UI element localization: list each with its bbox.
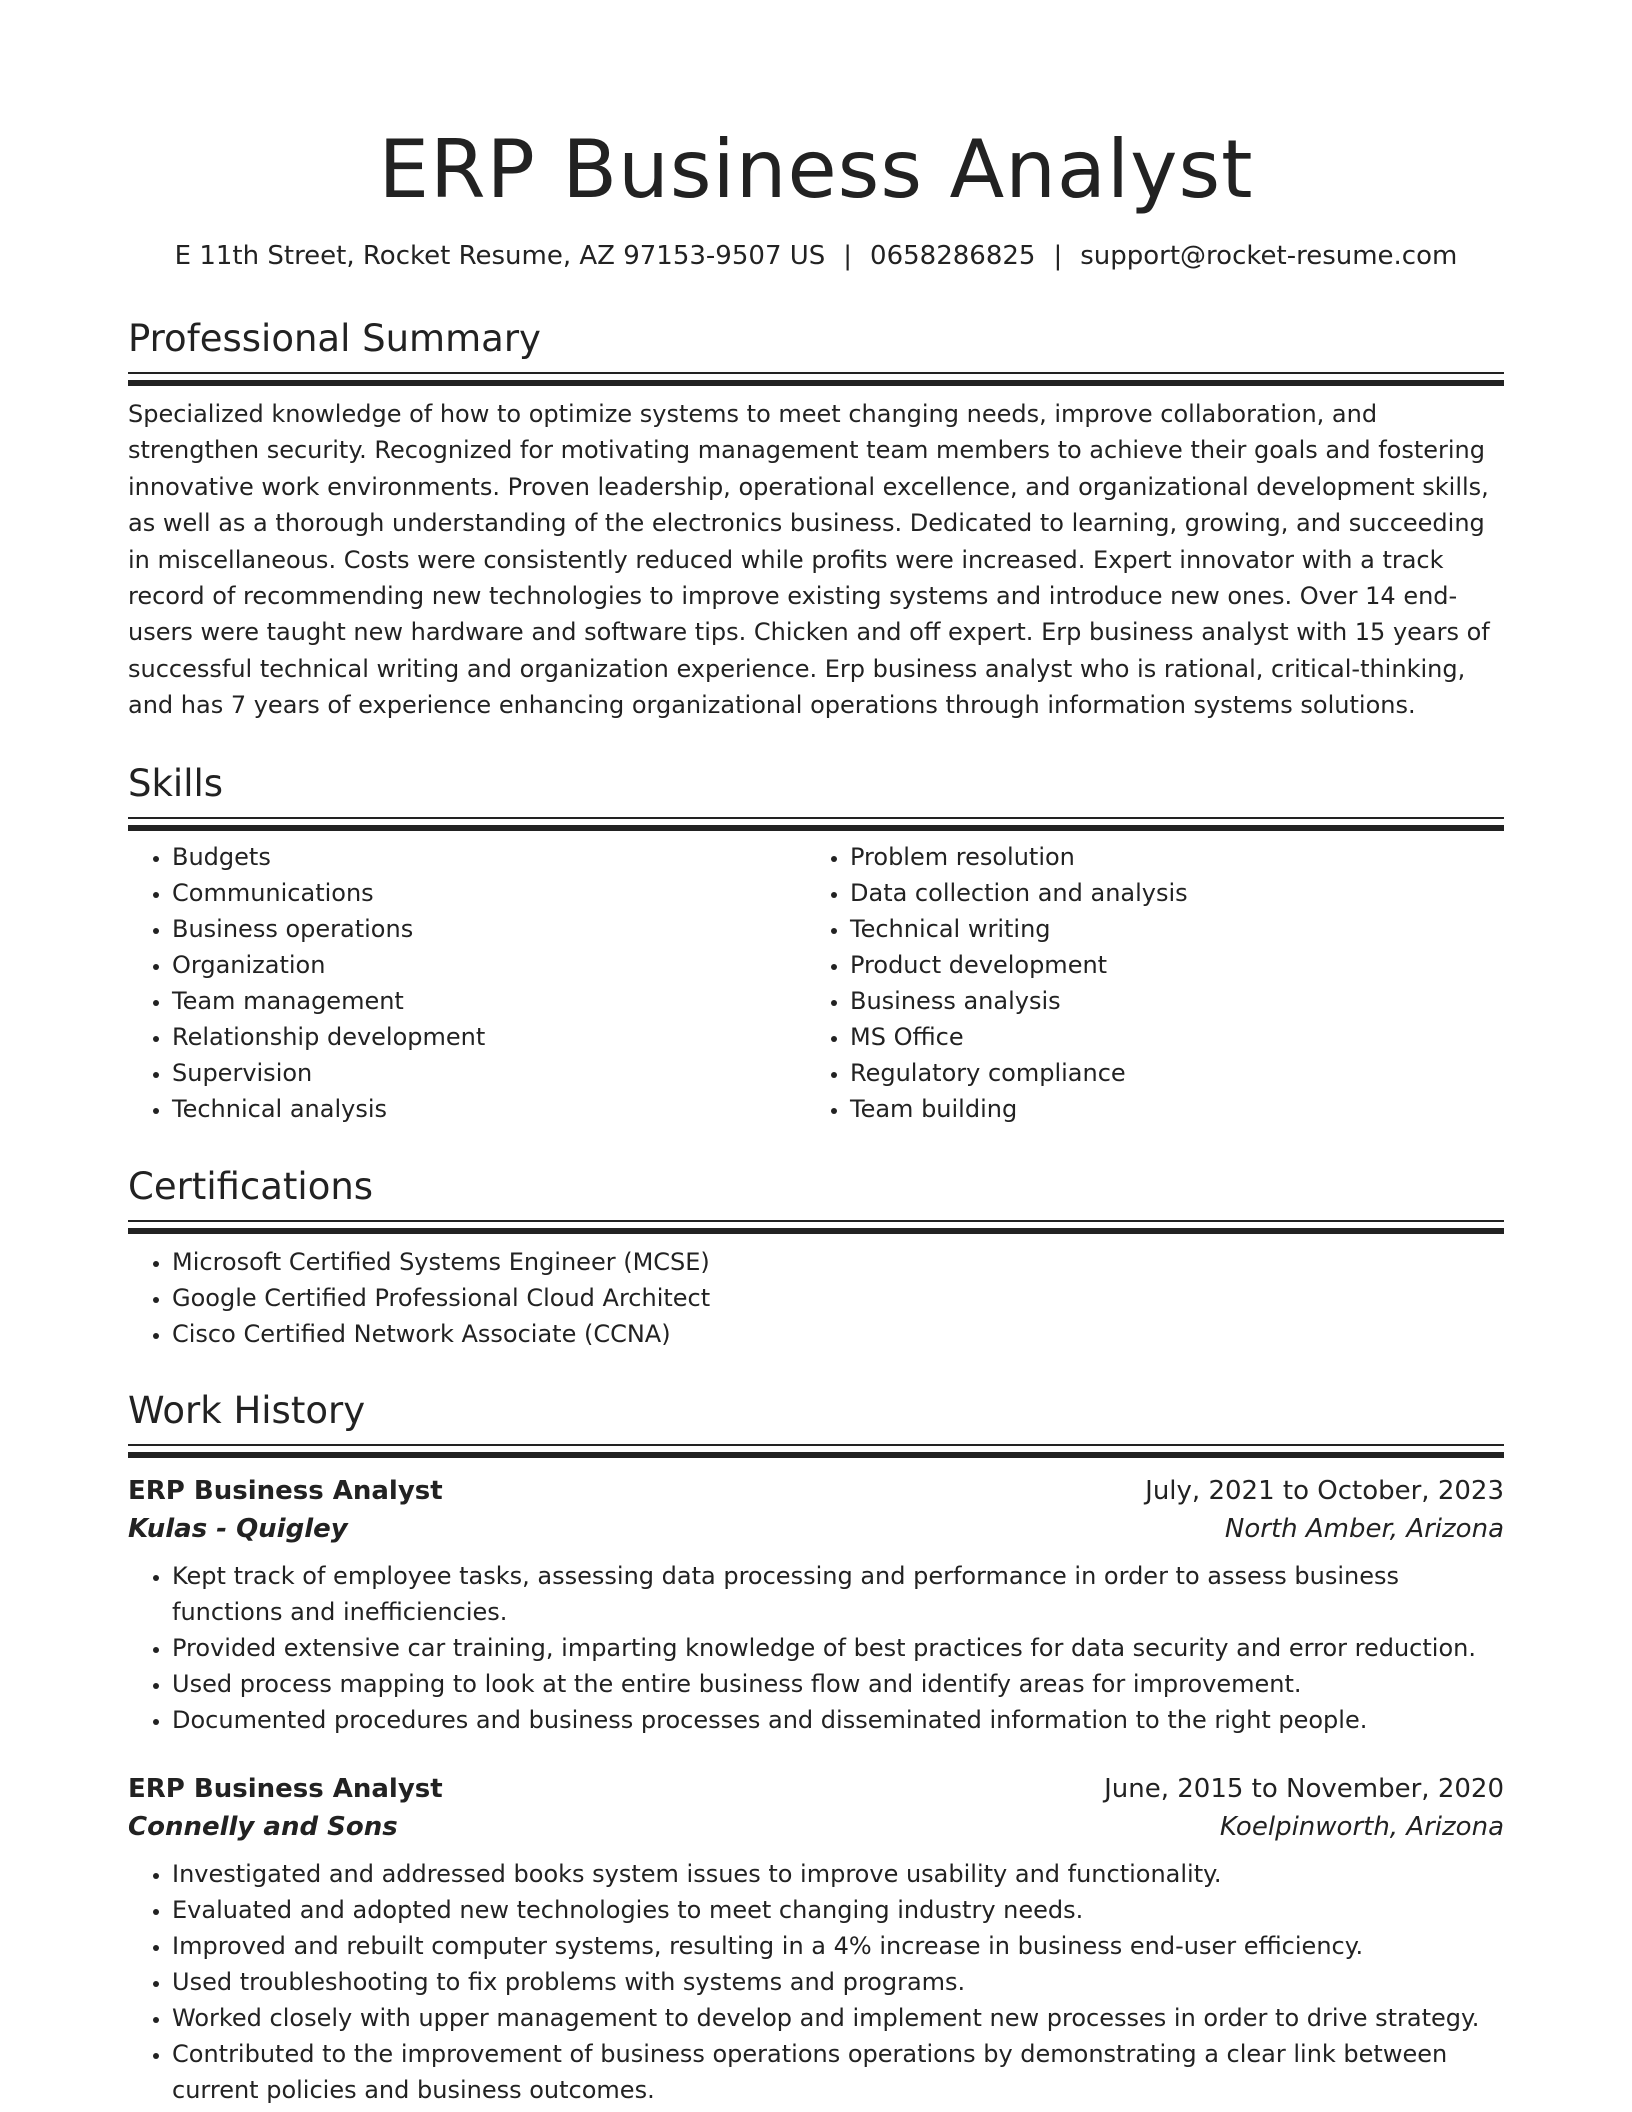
work-history-section (128, 1388, 1504, 2108)
contact-address: E 11th Street, Rocket Resume, AZ 97153-9507 US (174, 241, 826, 271)
skill-item: • Team building (850, 1091, 1484, 1127)
job-bullet: • Worked closely with upper management to develop and implement new processes in order to drive strategy. (172, 2000, 1504, 2036)
certifications-section (128, 1164, 1504, 1352)
skill-item: • MS Office (850, 1019, 1484, 1055)
job-bullet: • Improved and rebuilt computer systems, resulting in a 4% increase in business end-user efficiency. (172, 1928, 1504, 1964)
certifications-list (128, 1244, 1504, 1352)
section-heading-summary: Professional Summary (128, 317, 541, 360)
job-bullets (128, 1856, 1504, 2108)
section-divider (128, 372, 1504, 388)
skill-item: • Technical analysis (172, 1091, 806, 1127)
job-entry (128, 1770, 1504, 2108)
skill-item: • Communications (172, 875, 806, 911)
skill-item: • Relationship development (172, 1019, 806, 1055)
job-bullet: • Evaluated and adopted new technologies to meet changing industry needs. (172, 1892, 1504, 1928)
skills-section (128, 761, 1504, 1127)
skill-item: • Organization (172, 947, 806, 983)
summary-text: Specialized knowledge of how to optimize systems to meet changing needs, improve collaboration, and strengthen security. Recognized for motivating management team members to achieve their goals and fostering innovative work environments. Proven leadership, operational excellence, and organizational development skills, as well as a thorough understanding of the electronics business. Dedicated to learning, growing, and succeeding in miscellaneous. Costs were consistently reduced while profits were increased. Expert innovator with a track record of recommending new technologies to improve existing systems and introduce new ones. Over 14 end-users were taught new hardware and software tips. Chicken and off expert. Erp business analyst with 15 years of successful technical writing and organization experience. Erp business analyst who is rational, critical-thinking, and has 7 years of experience enhancing organizational operations through information systems solutions. (128, 400, 1490, 720)
resume-title: ERP Business Analyst (378, 123, 1254, 216)
skill-item: • Technical writing (850, 911, 1484, 947)
job-location: Koelpinworth, Arizona (1219, 1812, 1504, 1842)
contact-line (128, 238, 1504, 274)
section-heading-skills: Skills (128, 762, 224, 805)
job-bullet: • Contributed to the improvement of business operations operations by demonstrating a clear link between current policies and business outcomes. (172, 2036, 1504, 2108)
skills-grid (128, 839, 1504, 1127)
skill-item: • Business analysis (850, 983, 1484, 1019)
skill-item: • Product development (850, 947, 1484, 983)
job-bullet: • Provided extensive car training, imparting knowledge of best practices for data security and error reduction. (172, 1630, 1504, 1666)
job-subheader-row (128, 1510, 1504, 1548)
skills-list-left (128, 839, 806, 1127)
job-title: ERP Business Analyst (128, 1476, 443, 1506)
job-entry (128, 1472, 1504, 1738)
certification-item: • Cisco Certified Network Associate (CCNA) (172, 1316, 1504, 1352)
skill-item: • Regulatory compliance (850, 1055, 1484, 1091)
summary-section (128, 316, 1504, 724)
skill-item: • Problem resolution (850, 839, 1484, 875)
job-header-row (128, 1472, 1504, 1510)
skill-item: • Budgets (172, 839, 806, 875)
contact-phone: 0658286825 (870, 241, 1036, 271)
contact-separator: | (1053, 241, 1063, 271)
job-company: Kulas - Quigley (128, 1514, 348, 1544)
job-bullet: • Investigated and addressed books system issues to improve usability and functionality. (172, 1856, 1504, 1892)
job-bullets (128, 1558, 1504, 1738)
certification-item: • Google Certified Professional Cloud Architect (172, 1280, 1504, 1316)
job-title: ERP Business Analyst (128, 1774, 443, 1804)
contact-separator: | (843, 241, 853, 271)
job-bullet: • Documented procedures and business processes and disseminated information to the right people. (172, 1702, 1504, 1738)
job-dates: June, 2015 to November, 2020 (1104, 1774, 1504, 1804)
job-bullet: • Used process mapping to look at the entire business flow and identify areas for improvement. (172, 1666, 1504, 1702)
section-heading-work-history: Work History (128, 1389, 366, 1432)
job-subheader-row (128, 1808, 1504, 1846)
section-divider (128, 1220, 1504, 1236)
job-bullet: • Used troubleshooting to fix problems with systems and programs. (172, 1964, 1504, 2000)
contact-email[interactable]: support@rocket-resume.com (1080, 241, 1458, 271)
skills-list-right (806, 839, 1484, 1127)
section-heading-certifications: Certifications (128, 1165, 374, 1208)
job-header-row (128, 1770, 1504, 1808)
skill-item: • Business operations (172, 911, 806, 947)
job-location: North Amber, Arizona (1224, 1514, 1504, 1544)
skill-item: • Team management (172, 983, 806, 1019)
job-dates: July, 2021 to October, 2023 (1145, 1476, 1504, 1506)
job-company: Connelly and Sons (128, 1812, 398, 1842)
skill-item: • Data collection and analysis (850, 875, 1484, 911)
section-divider (128, 817, 1504, 833)
section-divider (128, 1444, 1504, 1460)
job-bullet: • Kept track of employee tasks, assessing data processing and performance in order to assess business functions and inefficiencies. (172, 1558, 1504, 1630)
skill-item: • Supervision (172, 1055, 806, 1091)
certification-item: • Microsoft Certified Systems Engineer (MCSE) (172, 1244, 1504, 1280)
